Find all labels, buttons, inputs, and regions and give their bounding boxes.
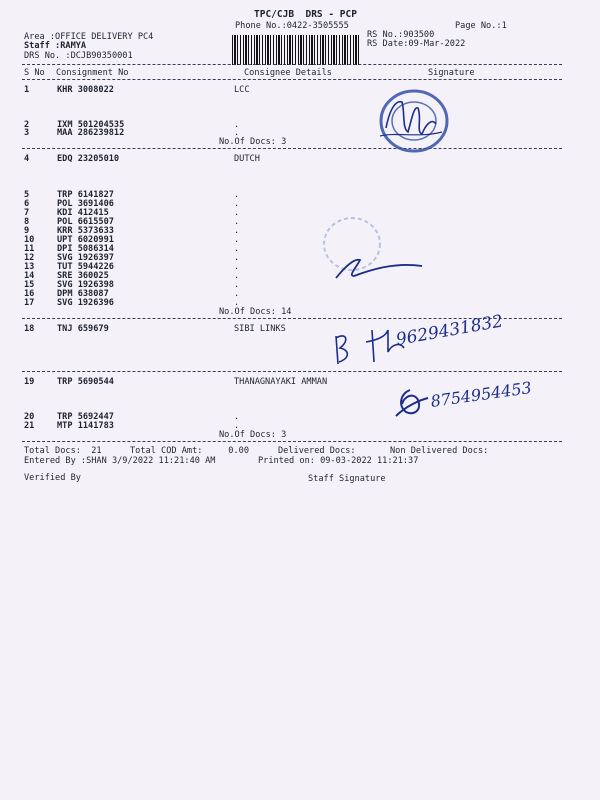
row-consignee: . — [234, 199, 240, 209]
row-sno: 6 — [24, 199, 30, 209]
printed-on: Printed on: 09-03-2022 11:21:37 — [258, 456, 419, 466]
rs-date: RS Date:09-Mar-2022 — [367, 39, 466, 49]
row-consignment: SVG 1926397 — [57, 253, 114, 263]
row-consignment: EDQ 23205010 — [57, 154, 120, 164]
row-consignment: TNJ 659679 — [57, 324, 109, 334]
row-consignee: SIBI LINKS — [234, 324, 286, 334]
row-consignee: . — [234, 421, 240, 431]
row-sno: 3 — [24, 128, 30, 138]
row-sno: 19 — [24, 377, 35, 387]
row-consignment: UPT 6020991 — [57, 235, 114, 245]
staff-signature-label: Staff Signature — [308, 474, 386, 484]
total-cod: Total COD Amt: 0.00 — [130, 446, 249, 456]
row-sno: 5 — [24, 190, 30, 200]
row-consignment: POL 3691406 — [57, 199, 114, 209]
total-docs: Total Docs: 21 — [24, 446, 102, 456]
row-sno: 11 — [24, 244, 35, 254]
col-consignee: Consignee Details — [244, 68, 332, 78]
row-sno: 16 — [24, 289, 35, 299]
group-total: No.Of Docs: 3 — [219, 137, 287, 147]
row-consignment: KRR 5373633 — [57, 226, 114, 236]
row-sno: 7 — [24, 208, 30, 218]
divider — [22, 441, 562, 442]
page-number: Page No.:1 — [455, 21, 507, 31]
row-consignment: SRE 360025 — [57, 271, 109, 281]
row-consignee: . — [234, 120, 240, 130]
row-consignment: IXM 501204535 — [57, 120, 125, 130]
row-sno: 10 — [24, 235, 35, 245]
row-consignment: SVG 1926396 — [57, 298, 114, 308]
row-consignment: MTP 1141783 — [57, 421, 114, 431]
verified-by: Verified By — [24, 473, 81, 483]
row-consignment: POL 6615507 — [57, 217, 114, 227]
delivered-docs: Delivered Docs: — [278, 446, 356, 456]
row-consignment: DPI 5086314 — [57, 244, 114, 254]
row-consignee: . — [234, 289, 240, 299]
row-consignment: DPM 638087 — [57, 289, 109, 299]
row-consignee: . — [234, 262, 240, 272]
entered-by: Entered By :SHAN 3/9/2022 11:21:40 AM — [24, 456, 216, 466]
non-delivered-docs: Non Delivered Docs: — [390, 446, 489, 456]
row-sno: 13 — [24, 262, 35, 272]
staff-label: Staff :RAMYA — [24, 41, 87, 51]
row-consignee: . — [234, 271, 240, 281]
row-sno: 18 — [24, 324, 35, 334]
row-consignee: . — [234, 190, 240, 200]
row-consignee: . — [234, 298, 240, 308]
row-consignment: KHR 3008022 — [57, 85, 114, 95]
col-signature: Signature — [428, 68, 475, 78]
drs-number: DRS No. :DCJB90350001 — [24, 51, 133, 61]
row-consignee: . — [234, 280, 240, 290]
row-sno: 21 — [24, 421, 35, 431]
row-consignee: . — [234, 217, 240, 227]
divider — [22, 371, 562, 372]
handwritten-phone-2: 8754954453 — [429, 378, 533, 411]
row-consignment: TUT 5944226 — [57, 262, 114, 272]
group-total: No.Of Docs: 3 — [219, 430, 287, 440]
row-sno: 4 — [24, 154, 30, 164]
row-consignee: DUTCH — [234, 154, 260, 164]
report-title: TPC/CJB DRS - PCP — [254, 9, 357, 20]
row-consignee: . — [234, 235, 240, 245]
row-sno: 2 — [24, 120, 30, 130]
phone-number: Phone No.:0422-3505555 — [235, 21, 349, 31]
divider — [22, 64, 562, 65]
row-consignment: KDI 412415 — [57, 208, 109, 218]
row-consignment: MAA 286239812 — [57, 128, 125, 138]
divider — [22, 148, 562, 149]
row-sno: 15 — [24, 280, 35, 290]
row-consignment: TRP 6141827 — [57, 190, 114, 200]
row-consignee: . — [234, 128, 240, 138]
handwritten-phone-1: 9629431832 — [394, 311, 505, 350]
rs-number: RS No.:903500 — [367, 30, 435, 40]
area-label: Area :OFFICE DELIVERY PC4 — [24, 32, 154, 42]
row-consignment: SVG 1926398 — [57, 280, 114, 290]
row-sno: 17 — [24, 298, 35, 308]
row-consignee: . — [234, 253, 240, 263]
row-consignee: . — [234, 244, 240, 254]
row-consignee: LCC — [234, 85, 250, 95]
row-sno: 14 — [24, 271, 35, 281]
row-sno: 12 — [24, 253, 35, 263]
col-consignment: Consignment No — [56, 68, 129, 78]
row-consignee: THANAGNAYAKI AMMAN — [234, 377, 328, 387]
group-total: No.Of Docs: 14 — [219, 307, 292, 317]
row-sno: 8 — [24, 217, 30, 227]
row-consignee: . — [234, 208, 240, 218]
row-sno: 9 — [24, 226, 30, 236]
row-consignee: . — [234, 226, 240, 236]
divider — [22, 79, 562, 80]
barcode — [232, 35, 360, 65]
row-sno: 20 — [24, 412, 35, 422]
row-consignment: TRP 5692447 — [57, 412, 114, 422]
col-sno: S No — [24, 68, 45, 78]
row-consignment: TRP 5690544 — [57, 377, 114, 387]
row-consignee: . — [234, 412, 240, 422]
row-sno: 1 — [24, 85, 30, 95]
